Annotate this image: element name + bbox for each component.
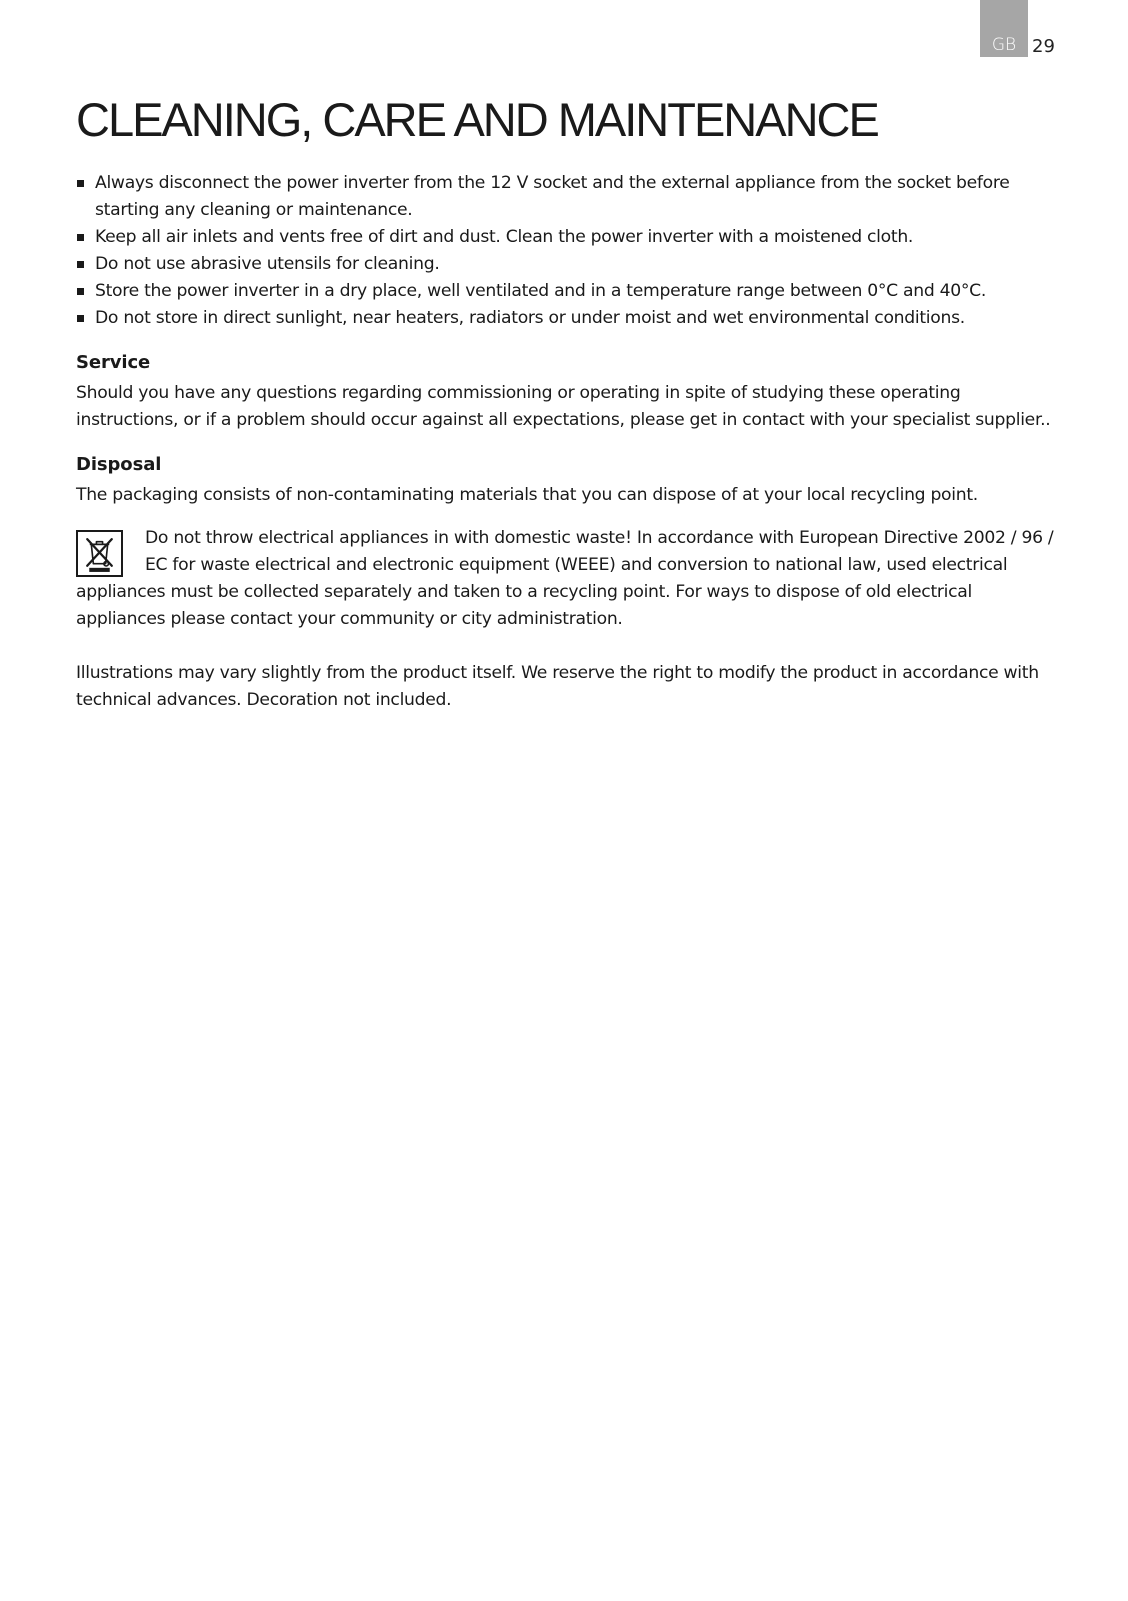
disposal-paragraph: The packaging consists of non-contaminating materials that you can dispose of at your local recycling point. — [76, 485, 978, 505]
page-content — [76, 90, 1066, 714]
maintenance-bullet-list — [76, 170, 1066, 332]
bullet-item — [76, 251, 1066, 278]
service-paragraph: Should you have any questions regarding commissioning or operating in spite of studying these operating instructions, or if a problem should occur against all expectations, please get in contact with your specialist supplier.. — [76, 383, 1051, 430]
illustration-notice: Illustrations may vary slightly from the product itself. We reserve the right to modify the product in accordance with technical advances. Decoration not included. — [76, 663, 1039, 710]
bullet-text: Do not store in direct sunlight, near heaters, radiators or under moist and wet environmental conditions. — [95, 308, 965, 328]
page-title: CLEANING, CARE AND MAINTENANCE — [76, 93, 878, 146]
page-number: 29 — [1032, 36, 1055, 57]
weee-notice — [76, 525, 1066, 633]
disposal-heading: Disposal — [76, 454, 162, 475]
square-bullet-icon — [77, 234, 84, 241]
square-bullet-icon — [77, 261, 84, 268]
bullet-text: Store the power inverter in a dry place, well ventilated and in a temperature range between 0°C and 40°C. — [95, 281, 987, 301]
bullet-item — [76, 305, 1066, 332]
bullet-text: Do not use abrasive utensils for cleaning. — [95, 254, 440, 274]
square-bullet-icon — [77, 288, 84, 295]
weee-text: Do not throw electrical appliances in with domestic waste! In accordance with European Directive 2002 / 96 / EC for waste electrical and electronic equipment (WEEE) and conversion to national law, used electrical appliances must be collected separately and taken to a recycling point. For ways to dispose of old electrical appliances please contact your community or city administration. — [76, 528, 1054, 629]
bullet-item — [76, 224, 1066, 251]
bullet-text: Keep all air inlets and vents free of dirt and dust. Clean the power inverter with a moistened cloth. — [95, 227, 914, 247]
language-tab — [980, 0, 1028, 57]
service-heading: Service — [76, 352, 151, 373]
language-code: GB — [991, 35, 1017, 55]
square-bullet-icon — [77, 315, 84, 322]
bullet-item — [76, 278, 1066, 305]
bullet-item — [76, 170, 1066, 224]
crossed-out-wheelie-bin-icon — [76, 530, 123, 577]
square-bullet-icon — [77, 180, 84, 187]
bullet-text: Always disconnect the power inverter from the 12 V socket and the external appliance from the socket before starting any cleaning or maintenance. — [95, 173, 1010, 220]
